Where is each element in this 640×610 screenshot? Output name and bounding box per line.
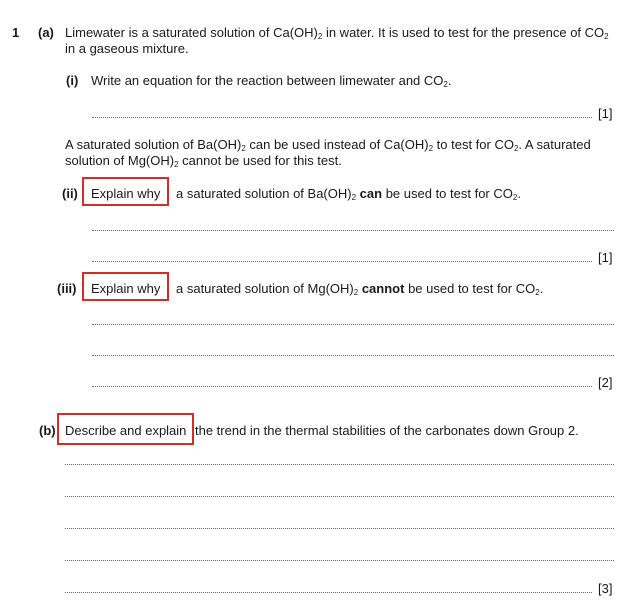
answer-line-iii-1[interactable] [92, 324, 614, 325]
marks-i: [1] [598, 106, 613, 121]
middle-text-line1: A saturated solution of $Ba(OH)_2$ can be used instead of $Ca(OH)_2$ to test for $CO_2$. A saturated [65, 137, 591, 153]
highlight-box-ii [82, 177, 169, 206]
part-b-highlight-text: Describe and explain [65, 423, 187, 438]
marks-ii: [1] [598, 250, 613, 265]
answer-line-ii-2[interactable] [92, 261, 592, 262]
question-number: 1 [12, 25, 20, 40]
part-a-iii-prompt: a saturated solution of $Mg(OH)_2$ cannot be used to test for $CO_2$. [176, 281, 544, 297]
part-a-iii-highlight-text: Explain why [91, 281, 161, 296]
part-a-label: (a) [38, 25, 54, 40]
part-b-prompt: the trend in the thermal stabilities of the carbonates down Group 2. [195, 423, 579, 438]
highlight-box-iii [82, 272, 169, 301]
answer-line-iii-3[interactable] [92, 386, 592, 387]
part-a-iii-label: (iii) [57, 281, 77, 296]
answer-line-b-5[interactable] [65, 592, 592, 593]
marks-iii: [2] [598, 375, 613, 390]
part-a-intro-line1: Limewater is a saturated solution of $Ca(OH)_2$ in water. It is used to test for the presence of $CO_2$ [65, 25, 609, 41]
part-a-ii-label: (ii) [62, 186, 78, 201]
answer-line-i-1[interactable] [92, 117, 592, 118]
answer-line-iii-2[interactable] [92, 355, 614, 356]
part-a-i-label: (i) [66, 73, 79, 88]
answer-line-b-2[interactable] [65, 496, 614, 497]
part-a-intro-line2: in a gaseous mixture. [65, 41, 189, 56]
part-a-ii-prompt: a saturated solution of $Ba(OH)_2$ can be used to test for $CO_2$. [176, 186, 521, 202]
answer-line-b-3[interactable] [65, 528, 614, 529]
middle-text-line2: solution of $Mg(OH)_2$ cannot be used for this test. [65, 153, 342, 169]
answer-line-ii-1[interactable] [92, 230, 614, 231]
answer-line-b-4[interactable] [65, 560, 614, 561]
marks-b: [3] [598, 581, 613, 596]
highlight-box-b [57, 413, 194, 445]
part-b-label: (b) [39, 423, 56, 438]
part-a-i-prompt: Write an equation for the reaction between limewater and $CO_2$. [91, 73, 452, 89]
answer-line-b-1[interactable] [65, 464, 614, 465]
part-a-ii-highlight-text: Explain why [91, 186, 161, 201]
